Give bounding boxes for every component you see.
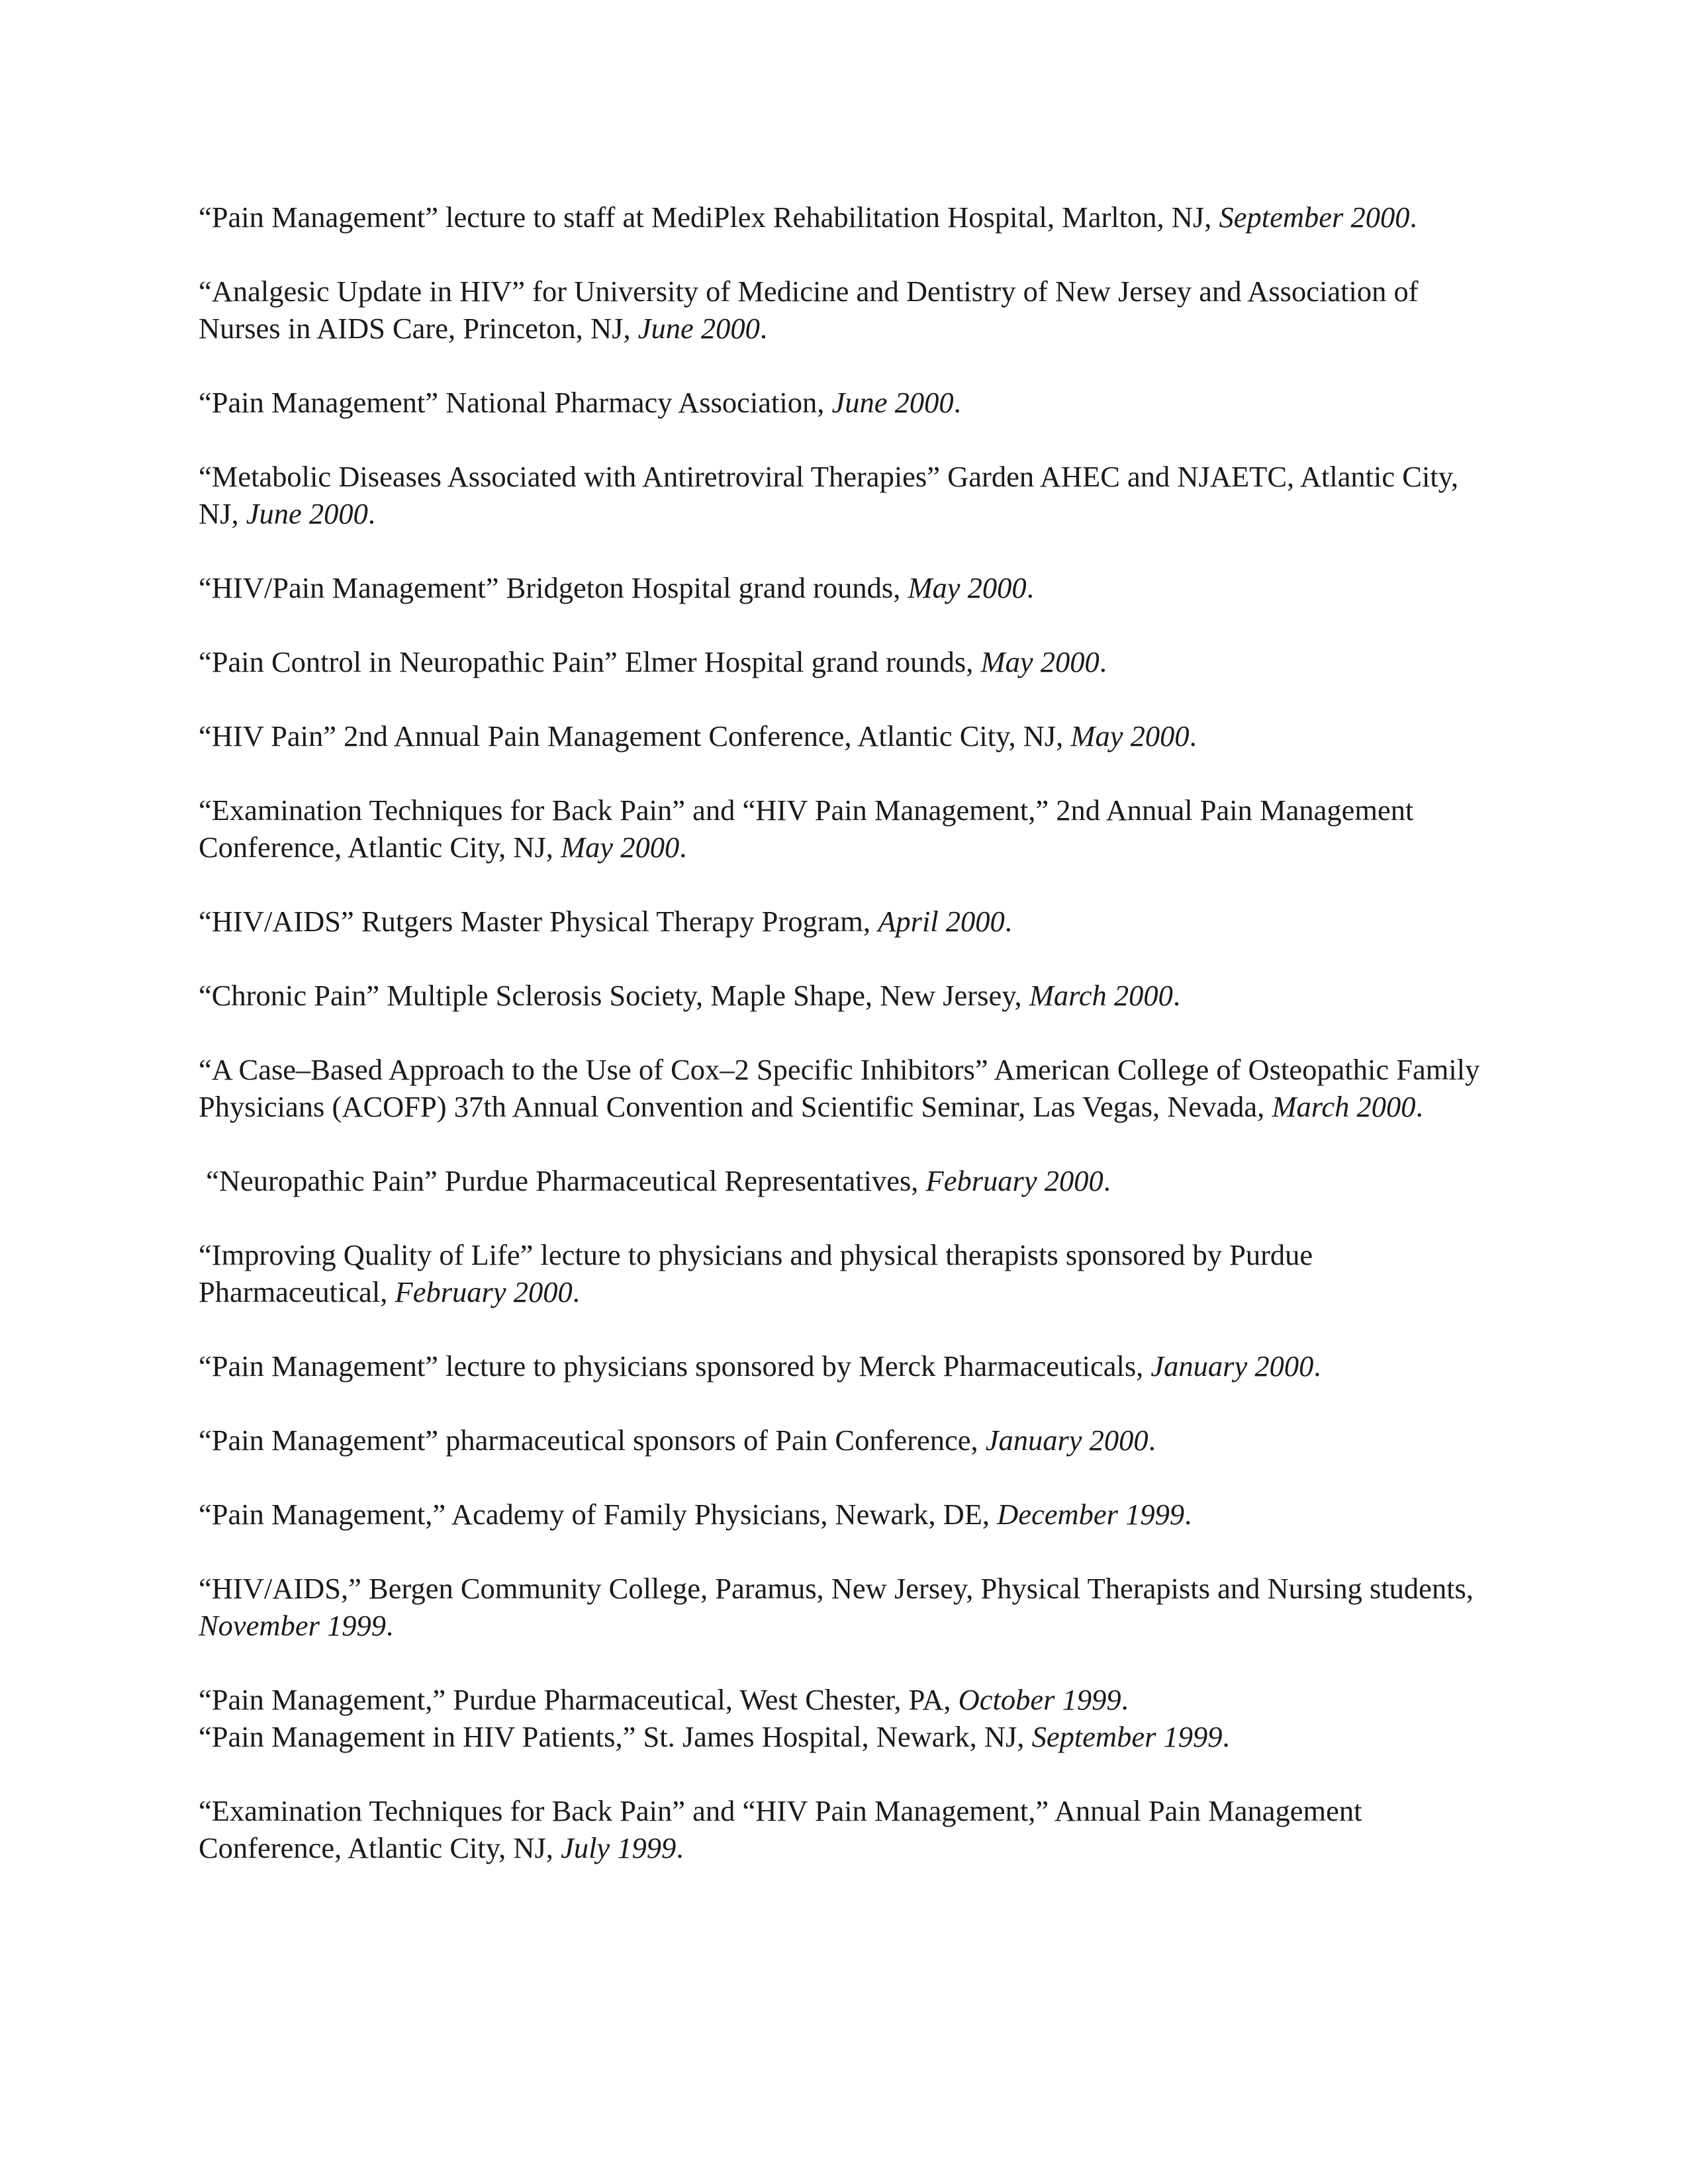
entry-date: June 2000: [831, 386, 954, 419]
lecture-entry: [199, 458, 1489, 532]
entry-end: .: [1004, 905, 1012, 938]
lecture-entry: [199, 1051, 1489, 1125]
entry-date: March 2000: [1029, 979, 1173, 1012]
entry-text: “HIV Pain” 2nd Annual Pain Management Conference, Atlantic City, NJ,: [199, 719, 1071, 752]
entry-end: .: [1148, 1424, 1156, 1457]
entry-text: “Analgesic Update in HIV” for University of Medicine and Dentistry of New Jersey and Association of Nurses in AIDS Care, Princeton, NJ,: [199, 275, 1426, 345]
entry-date: September 2000: [1219, 201, 1410, 234]
lecture-entry: [199, 903, 1489, 940]
entry-text: “Pain Control in Neuropathic Pain” Elmer Hospital grand rounds,: [199, 645, 981, 678]
entry-end: .: [1222, 1720, 1230, 1753]
entry-text: “Pain Management,” Purdue Pharmaceutical, West Chester, PA,: [199, 1683, 959, 1716]
entry-date: July 1999: [561, 1831, 677, 1864]
entry-date: May 2000: [980, 645, 1100, 678]
entry-end: .: [1172, 979, 1181, 1012]
entry-text: “Metabolic Diseases Associated with Antiretroviral Therapies” Garden AHEC and NJAETC, Atlantic City, NJ,: [199, 460, 1466, 530]
entry-date: January 2000: [985, 1424, 1149, 1457]
entry-text: “Pain Management” pharmaceutical sponsors of Pain Conference,: [199, 1424, 986, 1457]
entry-date: May 2000: [1070, 719, 1190, 752]
lecture-entry: [199, 1236, 1489, 1310]
entry-end: .: [1026, 571, 1034, 604]
lecture-entry: [199, 1570, 1489, 1644]
lecture-entry: [199, 1718, 1489, 1755]
lecture-entry: [199, 1496, 1489, 1533]
entry-date: December 1999: [997, 1498, 1185, 1531]
entry-date: September 1999: [1031, 1720, 1223, 1753]
entry-end: .: [367, 497, 375, 530]
entry-end: .: [386, 1609, 394, 1642]
document-page: [199, 199, 1489, 1903]
entry-date: February 2000: [395, 1275, 573, 1308]
entry-text: “Examination Techniques for Back Pain” and “HIV Pain Management,” Annual Pain Management Conference, Atlantic City, NJ,: [199, 1794, 1370, 1864]
entry-text: “HIV/Pain Management” Bridgeton Hospital grand rounds,: [199, 571, 908, 604]
lecture-entry: [199, 717, 1489, 754]
entry-date: March 2000: [1272, 1090, 1416, 1123]
entry-text: “Pain Management,” Academy of Family Physicians, Newark, DE,: [199, 1498, 998, 1531]
entry-date: February 2000: [925, 1164, 1103, 1197]
entry-date: October 1999: [958, 1683, 1121, 1716]
lecture-entry: [199, 199, 1489, 236]
entry-date: November 1999: [199, 1609, 387, 1642]
entry-text: “A Case–Based Approach to the Use of Cox–2 Specific Inhibitors” American College of Osteopathic Family Physicians (ACOFP) 37th Annual Convention and Scientific Seminar, Las Vegas, Nevada,: [199, 1053, 1487, 1123]
entry-date: April 2000: [878, 905, 1005, 938]
entry-end: .: [572, 1275, 580, 1308]
entry-text: “Pain Management” lecture to physicians sponsored by Merck Pharmaceuticals,: [199, 1349, 1151, 1383]
entry-date: January 2000: [1150, 1349, 1314, 1383]
entry-text: “Neuropathic Pain” Purdue Pharmaceutical Representatives,: [199, 1164, 926, 1197]
entry-text: “Pain Management” National Pharmacy Association,: [199, 386, 832, 419]
lecture-entry: [199, 1681, 1489, 1718]
lecture-entry: [199, 792, 1489, 866]
entry-text: “HIV/AIDS,” Bergen Community College, Paramus, New Jersey, Physical Therapists and Nursing students,: [199, 1572, 1481, 1605]
lecture-entry: [199, 273, 1489, 347]
entry-end: .: [1189, 719, 1197, 752]
entry-text: “Chronic Pain” Multiple Sclerosis Society, Maple Shape, New Jersey,: [199, 979, 1029, 1012]
entry-end: .: [953, 386, 961, 419]
entry-date: May 2000: [908, 571, 1027, 604]
entry-date: May 2000: [561, 831, 680, 864]
entry-text: “Examination Techniques for Back Pain” and “HIV Pain Management,” 2nd Annual Pain Management Conference, Atlantic City, NJ,: [199, 794, 1421, 864]
lecture-entry: [199, 569, 1489, 606]
entry-end: .: [1409, 201, 1417, 234]
entry-end: .: [1184, 1498, 1192, 1531]
lecture-entry: [199, 1347, 1489, 1385]
entry-end: .: [1099, 645, 1107, 678]
lecture-entry: [199, 643, 1489, 680]
entry-end: .: [1313, 1349, 1321, 1383]
entry-end: .: [676, 1831, 684, 1864]
entry-end: .: [759, 312, 767, 345]
entry-end: .: [1103, 1164, 1111, 1197]
entry-text: “Improving Quality of Life” lecture to physicians and physical therapists sponsored by Purdue Pharmaceutical,: [199, 1238, 1321, 1308]
entry-end: .: [679, 831, 687, 864]
lecture-entry: [199, 977, 1489, 1014]
lecture-entry: [199, 1792, 1489, 1866]
entry-end: .: [1121, 1683, 1129, 1716]
entry-date: June 2000: [246, 497, 368, 530]
entry-date: June 2000: [637, 312, 760, 345]
entry-text: “Pain Management” lecture to staff at MediPlex Rehabilitation Hospital, Marlton, NJ,: [199, 201, 1219, 234]
lecture-entry: [199, 1422, 1489, 1459]
entry-text: “HIV/AIDS” Rutgers Master Physical Therapy Program,: [199, 905, 878, 938]
entry-end: .: [1415, 1090, 1423, 1123]
lecture-entry: [199, 1162, 1489, 1199]
entry-text: “Pain Management in HIV Patients,” St. James Hospital, Newark, NJ,: [199, 1720, 1032, 1753]
lecture-entry: [199, 384, 1489, 421]
